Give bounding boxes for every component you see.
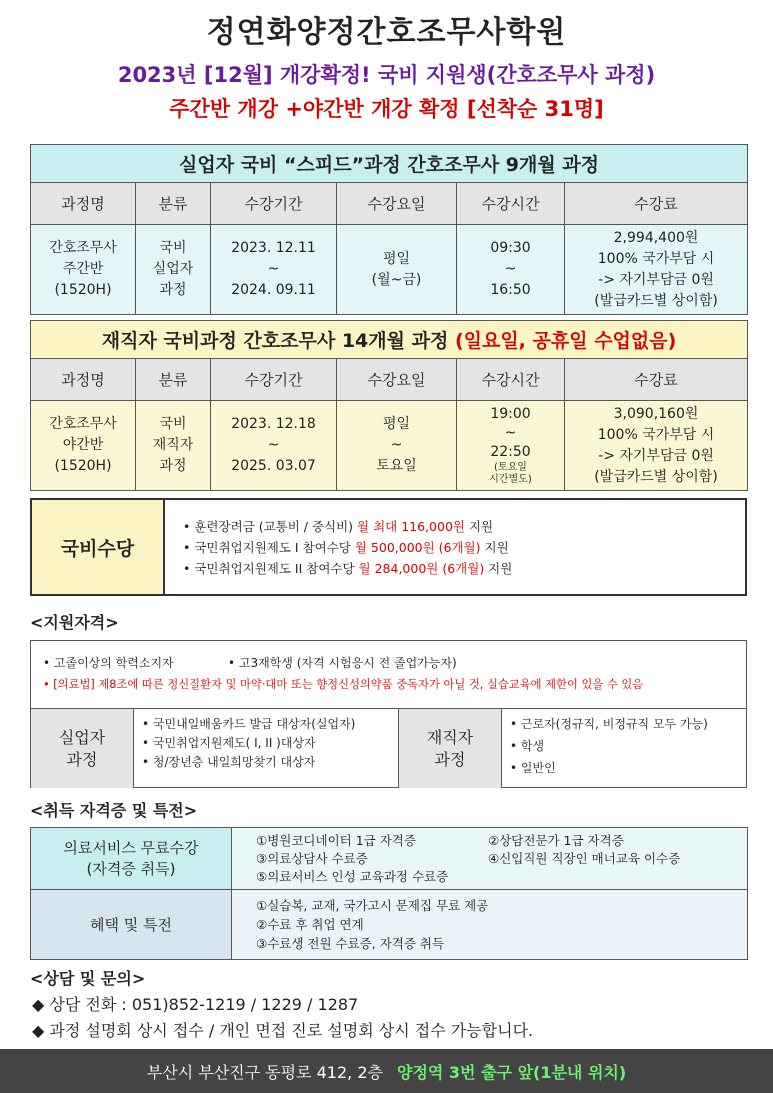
unemployed-label: 실업자 과정	[31, 709, 134, 788]
employed-label: 재직자 과정	[399, 709, 502, 788]
allowance-box	[30, 498, 747, 596]
benefits-label: 혜택 및 특전	[31, 890, 232, 960]
col-header-fee: 수강료	[565, 359, 748, 401]
contact-heading: <상담 및 문의>	[30, 969, 146, 988]
course-category: 국비 재직자 과정	[136, 401, 211, 491]
course-time: 09:30 ~ 16:50	[457, 225, 565, 315]
certs-heading: <취득 자격증 및 특전>	[30, 801, 198, 820]
col-header-name: 과정명	[31, 183, 136, 225]
col-header-days: 수강요일	[337, 359, 457, 401]
contact-info	[32, 992, 533, 1044]
contact-phone: ◆ 상담 전화 : 051)852-1219 / 1229 / 1287	[32, 995, 359, 1014]
course-days: 평일 (월~금)	[337, 225, 457, 315]
subtitle-course: 2023년 [12월] 개강확정! 국비 지원생(간호조무사 과정)	[117, 63, 656, 87]
footer-location: 양정역 3번 출구 앞(1분내 위치)	[396, 1062, 627, 1082]
subtitle-opening: 주간반 개강 +야간반 개강 확정 [선착순 31명]	[169, 97, 604, 121]
contact-notice: ◆ 과정 설명회 상시 접수 / 개인 면접 진로 설명회 상시 접수 가능합니다.	[32, 1021, 534, 1040]
col-header-period: 수강기간	[211, 183, 337, 225]
col-header-fee: 수강료	[565, 183, 748, 225]
course-category: 국비 실업자 과정	[136, 225, 211, 315]
col-header-time: 수강시간	[457, 359, 565, 401]
course-title: 실업자 국비 “스피드”과정 간호조무사 9개월 과정	[31, 145, 748, 183]
col-header-category: 분류	[136, 359, 211, 401]
course-period: 2023. 12.11 ~ 2024. 09.11	[211, 225, 337, 315]
course-table-daytime	[30, 144, 748, 315]
unemployed-list: • 국민내일배움카드 발급 대상자(실업자) • 국민취업지원제도( I, II )대상자 • 청/장년층 내일희망찾기 대상자	[134, 709, 399, 788]
footer-address: 부산시 부산진구 동평로 412, 2층	[146, 1062, 383, 1082]
list-item: • 국민취업지원제도 I 참여수당 월 500,000원 (6개월) 지원	[183, 540, 509, 555]
col-header-time: 수강시간	[457, 183, 565, 225]
footer-bar	[0, 1049, 773, 1093]
eligibility-restriction: • [의료법] 제8조에 따른 정신질환자 및 마약·대마 또는 향정신성의약품 중독자가 아닐 것, 실습교육에 제한이 있을 수 있음	[43, 678, 644, 691]
list-item: • 국민취업지원제도 II 참여수당 월 284,000원 (6개월) 지원	[183, 561, 513, 576]
certs-table	[30, 827, 748, 960]
list-item: • 훈련장려금 (교통비 / 중식비) 월 최대 116,000원 지원	[183, 519, 494, 534]
employed-list: • 근로자(정규직, 비정규직 모두 가능) • 학생 • 일반인	[510, 717, 708, 775]
eligibility-heading: <지원자격>	[30, 613, 119, 632]
course-period: 2023. 12.18 ~ 2025. 03.07	[211, 401, 337, 491]
certs-free-label: 의료서비스 무료수강 (자격증 취득)	[31, 828, 232, 890]
benefits-list: ①실습복, 교재, 국가고시 문제집 무료 제공 ②수료 후 취업 연계 ③수료생 전원 수료증, 자격증 취득	[232, 890, 748, 960]
course-title: 재직자 국비과정 간호조무사 14개월 과정 (일요일, 공휴일 수업없음)	[31, 321, 748, 359]
col-header-name: 과정명	[31, 359, 136, 401]
table-row	[31, 225, 748, 315]
eligibility-general: • 고졸이상의 학력소지자 • 고3재학생 (자격 시험응시 전 졸업가능자) • [의료법] 제8조에 따른 정신질환자 및 마약·대마 또는 향정신성의약품 중독자가 아닐 것, 실습교육에 제한이 있을 수 있음	[31, 641, 746, 709]
page-title: 정연화양정간호조무사학원	[206, 15, 567, 50]
course-days: 평일 ~ 토요일	[337, 401, 457, 491]
col-header-category: 분류	[136, 183, 211, 225]
course-fee: 3,090,160원 100% 국가부담 시 -> 자기부담금 0원 (발급카드별 상이함)	[565, 401, 748, 491]
course-table-evening	[30, 320, 748, 491]
course-name: 간호조무사 주간반 (1520H)	[31, 225, 136, 315]
allowance-list	[165, 500, 745, 594]
col-header-period: 수강기간	[211, 359, 337, 401]
course-time: 19:00 ~ 22:50 (토요일 시간별도)	[457, 401, 565, 491]
table-row	[31, 401, 748, 491]
course-title-note: (일요일, 공휴일 수업없음)	[454, 330, 677, 352]
allowance-label: 국비수당	[32, 500, 165, 594]
page-header	[0, 0, 773, 128]
course-name: 간호조무사 야간반 (1520H)	[31, 401, 136, 491]
certs-free-list: ①병원코디네이터 1급 자격증 ②상담전문가 1급 자격증 ③의료상담사 수료증 ④신입직원 직장인 매너교육 이수증 ⑤의료서비스 인성 교육과정 수료증	[232, 828, 748, 890]
col-header-days: 수강요일	[337, 183, 457, 225]
eligibility-box	[30, 640, 747, 788]
course-fee: 2,994,400원 100% 국가부담 시 -> 자기부담금 0원 (발급카드별 상이함)	[565, 225, 748, 315]
